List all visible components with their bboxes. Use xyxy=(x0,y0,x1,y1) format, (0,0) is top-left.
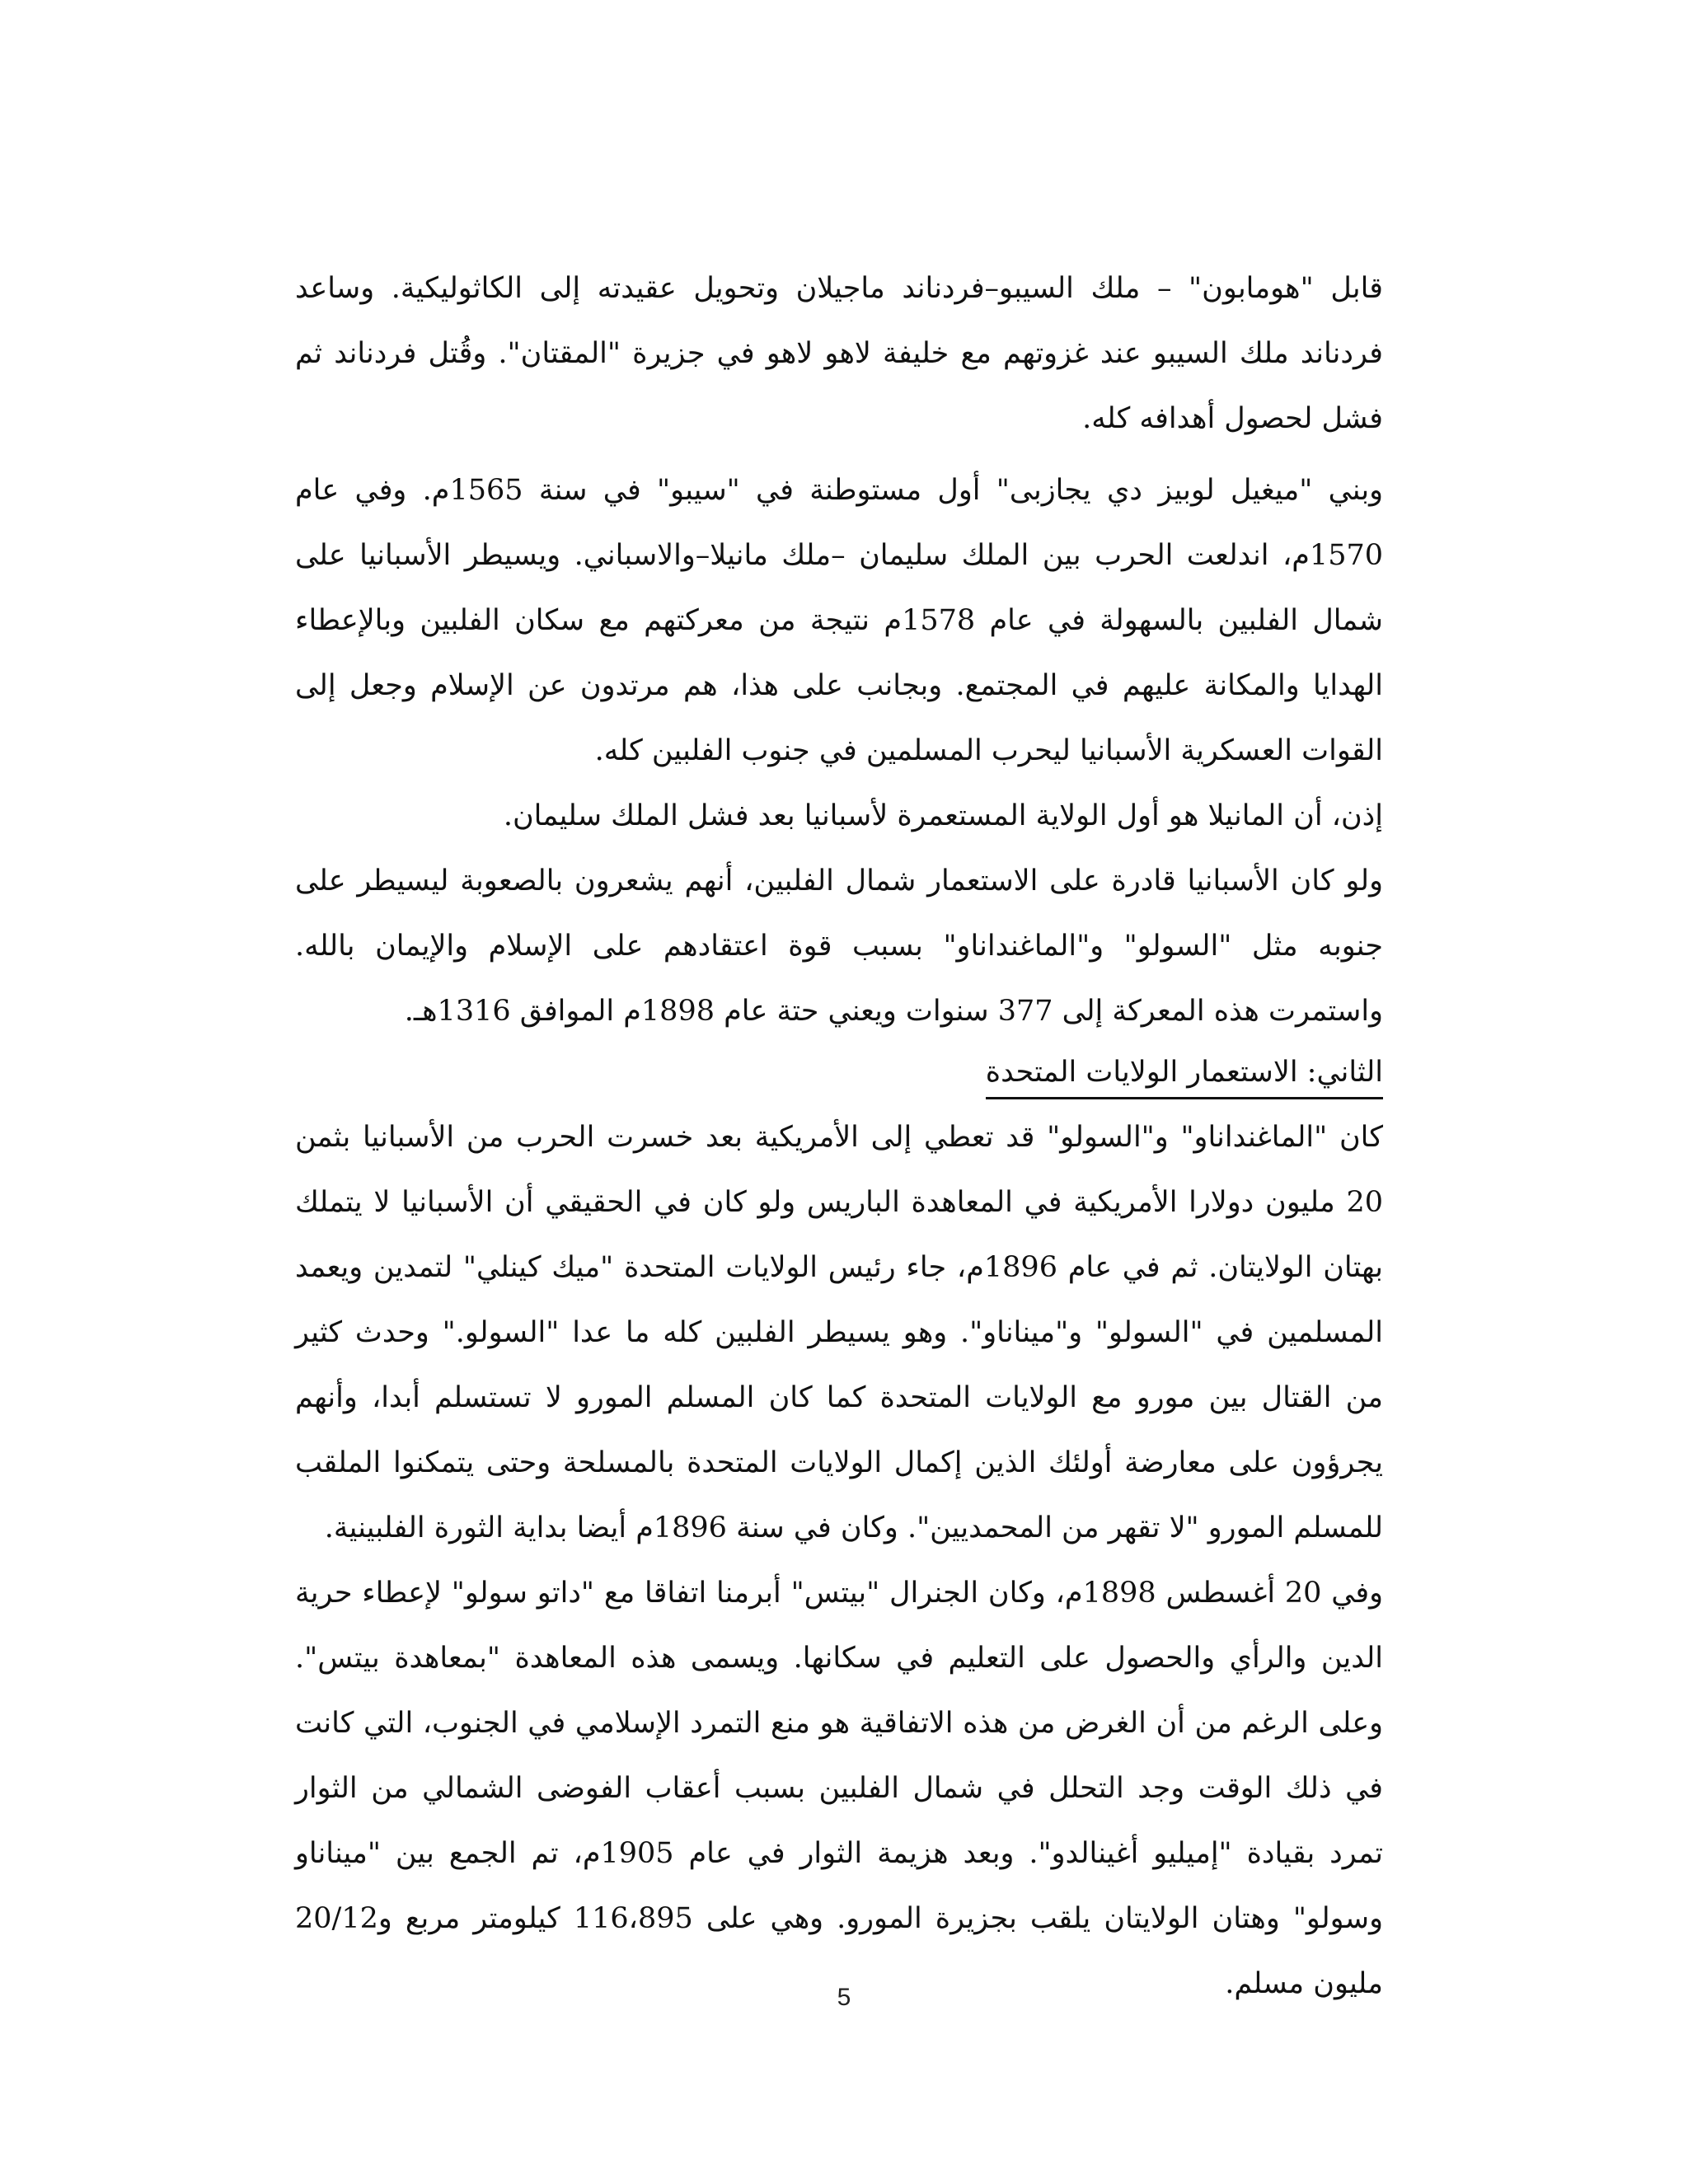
page-number: 5 xyxy=(837,1984,851,2011)
text-section-1 xyxy=(295,256,1383,452)
paragraph: وبني "ميغيل لوبيز دي يجازبى" أول مستوطنة في "سيبو" في سنة 1565م. وفي عام 1570م، اندلعت الحرب بين الملك سليمان –ملك مانيلا–والاسباني. ويسيطر الأسبانيا على شمال الفلبين بالسهولة في عام 1578م نتيجة من معركتهم مع سكان الفلبين وبالإعطاء الهدايا والمكانة عليهم في المجتمع. وبجانب على هذا، هم مرتدون عن الإسلام وجعل إلى القوات العسكرية الأسبانيا ليحرب المسلمين في جنوب الفلبين كله. xyxy=(295,474,1383,767)
paragraph: وفي 20 أغسطس 1898م، وكان الجنرال "بيتس" أبرمنا اتفاقا مع "داتو سولو" لإعطاء حرية الدين والرأي والحصول على التعليم في سكانها. ويسمى هذه المعاهدة "بمعاهدة بيتس". وعلى الرغم من أن الغرض من هذه الاتفاقية هو منع التمرد الإسلامي في الجنوب، التي كانت في ذلك الوقت وجد التحلل في شمال الفلبين بسبب أعقاب الفوضى الشمالي من الثوار تمرد بقيادة "إميليو أغينالدو". وبعد هزيمة الثوار في عام 1905م، تم الجمع بين "ميناناو وسولو" وهتان الولايتان يلقب بجزيرة المورو. وهي على 116،895 كيلومتر مربع و20/12 مليون مسلم. xyxy=(295,1577,1383,2000)
text-section-2 xyxy=(295,458,1383,1044)
paragraph: كان "الماغنداناو" و"السولو" قد تعطي إلى الأمريكية بعد خسرت الحرب من الأسبانيا بثمن 20 مليون دولارا الأمريكية في المعاهدة الباريس ولو كان في الحقيقي أن الأسبانيا لا يتملك بهتان الولايتان. ثم في عام 1896م، جاء رئيس الولايات المتحدة "ميك كينلي" لتمدين ويعمد المسلمين في "السولو" و"ميناناو". وهو يسيطر الفلبين كله ما عدا "السولو." وحدث كثير من القتال بين مورو مع الولايات المتحدة كما كان المسلم المورو لا تستسلم أبدا، وأنهم يجرؤون على معارضة أولئك الذين إكمال الولايات المتحدة بالمسلحة وحتى يتمكنوا الملقب للمسلم المورو "لا تقهر من المحمديين". وكان في سنة 1896م أيضا بداية الثورة الفلبينية. xyxy=(295,1121,1384,1544)
text-section-3 xyxy=(295,1040,1383,2017)
paragraph: ولو كان الأسبانيا قادرة على الاستعمار شمال الفلبين، أنهم يشعرون بالصعوبة ليسيطر على جنوبه مثل "السولو" و"الماغنداناو" بسبب قوة اعتقادهم على الإسلام والإيمان بالله. واستمرت هذه المعركة إلى 377 سنوات ويعني حتة عام 1898م الموافق 1316هـ. xyxy=(295,865,1383,1028)
paragraph: إذن، أن المانيلا هو أول الولاية المستعمرة لأسبانيا بعد فشل الملك سليمان. xyxy=(503,799,1383,832)
section-heading: الثاني: الاستعمار الولايات المتحدة xyxy=(986,1047,1383,1099)
paragraph: قابل "هومابون" – ملك السيبو–فردناند ماجيلان وتحويل عقيدته إلى الكاثوليكية. وساعد فردناند ملك السيبو عند غزوتهم مع خليفة لاهو لاهو في جزيرة "المقتان". وقُتل فردناند ثم فشل لحصول أهدافه كله. xyxy=(295,272,1383,435)
